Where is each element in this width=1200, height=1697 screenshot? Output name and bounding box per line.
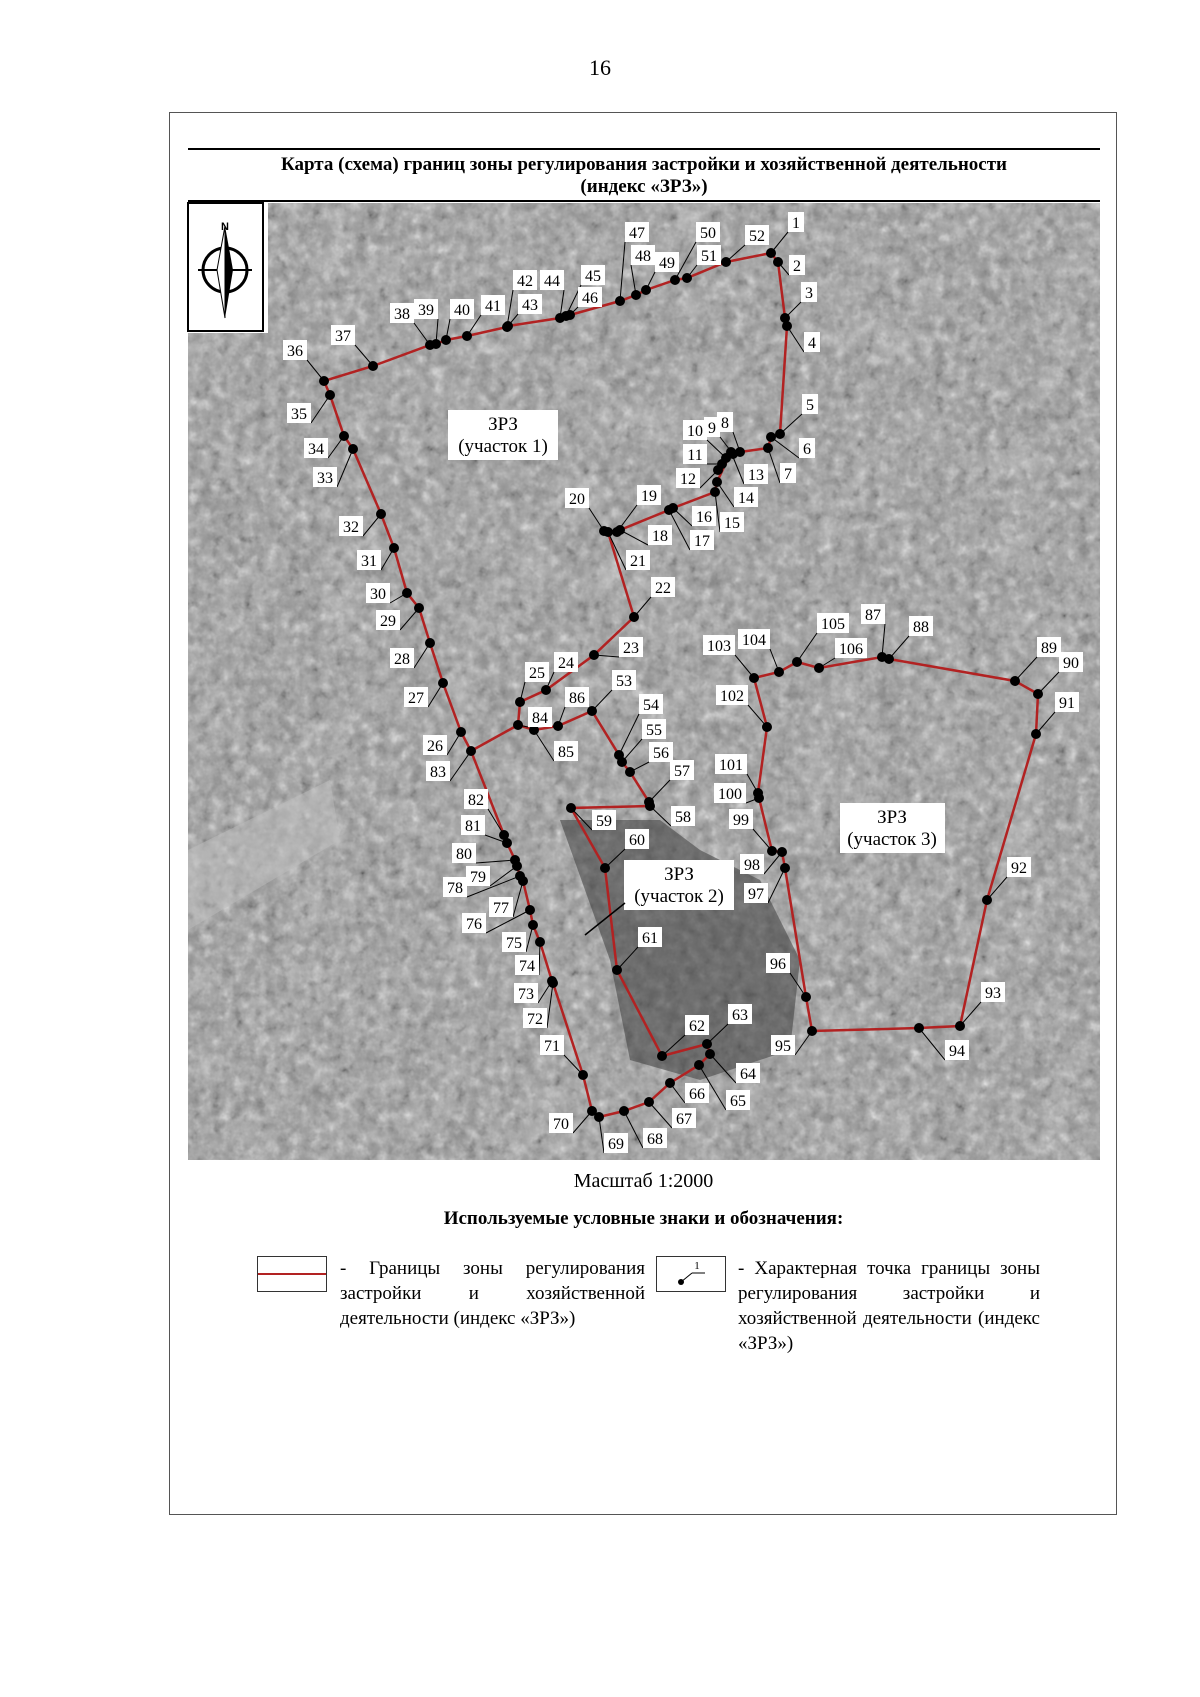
boundary-point-17: [664, 505, 674, 515]
point-label-8: 8: [721, 415, 729, 432]
point-label-1: 1: [792, 215, 800, 232]
boundary-point-34: [339, 431, 349, 441]
point-label-92: 92: [1011, 860, 1027, 877]
point-label-88: 88: [913, 619, 929, 636]
boundary-point-74: [535, 937, 545, 947]
point-label-100: 100: [718, 786, 742, 803]
boundary-point-97: [780, 863, 790, 873]
legend-point-symbol: [656, 1256, 726, 1292]
boundary-point-21: [603, 527, 613, 537]
point-label-77: 77: [493, 900, 509, 917]
boundary-point-12: [713, 465, 723, 475]
boundary-point-29: [414, 603, 424, 613]
point-label-64: 64: [740, 1066, 756, 1083]
boundary-point-7: [763, 443, 773, 453]
boundary-point-26: [456, 727, 466, 737]
boundary-point-70: [587, 1106, 597, 1116]
point-label-43: 43: [522, 297, 538, 314]
boundary-point-82: [499, 830, 509, 840]
boundary-point-78: [515, 871, 525, 881]
boundary-point-96: [801, 992, 811, 1002]
point-label-57: 57: [674, 763, 690, 780]
scale-label: Масштаб 1:2000: [573, 1170, 714, 1192]
point-label-56: 56: [653, 745, 669, 762]
point-label-106: 106: [839, 641, 863, 658]
point-label-4: 4: [808, 335, 816, 352]
boundary-point-76: [525, 905, 535, 915]
point-label-75: 75: [506, 935, 522, 952]
point-label-71: 71: [544, 1038, 560, 1055]
boundary-point-91: [1031, 729, 1041, 739]
boundary-point-104: [774, 667, 784, 677]
boundary-point-48: [631, 290, 641, 300]
point-label-16: 16: [696, 509, 712, 526]
point-label-89: 89: [1041, 640, 1057, 657]
point-label-2: 2: [793, 258, 801, 275]
point-label-11: 11: [687, 447, 703, 464]
boundary-point-14: [712, 477, 722, 487]
point-label-22: 22: [655, 580, 671, 597]
boundary-point-22: [629, 612, 639, 622]
boundary-point-13: [726, 447, 736, 457]
point-label-80: 80: [456, 846, 472, 863]
boundary-point-15: [710, 487, 720, 497]
point-label-66: 66: [689, 1086, 705, 1103]
boundary-point-52: [721, 257, 731, 267]
boundary-point-86: [553, 721, 563, 731]
point-label-42: 42: [517, 273, 533, 290]
boundary-point-28: [425, 638, 435, 648]
legend-heading: Используемые условные знаки и обозначения:: [443, 1208, 844, 1229]
point-label-99: 99: [733, 812, 749, 829]
point-label-24: 24: [558, 655, 574, 672]
point-label-78: 78: [447, 880, 463, 897]
point-label-14: 14: [738, 490, 754, 507]
boundary-point-65: [694, 1060, 704, 1070]
point-label-46: 46: [582, 290, 598, 307]
boundary-point-23: [589, 650, 599, 660]
boundary-point-62: [657, 1051, 667, 1061]
boundary-point-94: [914, 1023, 924, 1033]
point-label-103: 103: [707, 638, 731, 655]
point-label-39: 39: [418, 302, 434, 319]
point-label-32: 32: [343, 519, 359, 536]
boundary-point-73: [547, 976, 557, 986]
boundary-point-33: [348, 444, 358, 454]
point-label-44: 44: [544, 273, 560, 290]
point-label-72: 72: [527, 1011, 543, 1028]
boundary-point-50: [670, 275, 680, 285]
point-label-73: 73: [518, 986, 534, 1003]
point-label-7: 7: [784, 466, 792, 483]
point-label-30: 30: [370, 586, 386, 603]
boundary-point-53: [587, 706, 597, 716]
point-label-58: 58: [675, 809, 691, 826]
point-label-62: 62: [689, 1018, 705, 1035]
boundary-point-56: [625, 767, 635, 777]
point-label-63: 63: [732, 1007, 748, 1024]
boundary-point-39: [431, 339, 441, 349]
point-label-50: 50: [700, 225, 716, 242]
point-label-26: 26: [427, 738, 443, 755]
point-label-34: 34: [308, 441, 324, 458]
boundary-point-92: [982, 895, 992, 905]
boundary-point-41: [462, 331, 472, 341]
point-label-41: 41: [485, 298, 501, 315]
point-label-13: 13: [748, 467, 764, 484]
boundary-point-105: [792, 657, 802, 667]
point-label-93: 93: [985, 985, 1001, 1002]
point-label-10: 10: [687, 423, 703, 440]
zone-2-sub: (участок 2): [634, 886, 724, 907]
boundary-point-43: [503, 321, 513, 331]
legend-red-line: [258, 1273, 326, 1275]
zone-3-name: ЗРЗ: [877, 807, 907, 828]
point-label-52: 52: [749, 228, 765, 245]
boundary-point-40: [441, 335, 451, 345]
point-label-102: 102: [720, 688, 744, 705]
boundary-point-66: [665, 1078, 675, 1088]
boundary-point-49: [641, 285, 651, 295]
boundary-point-98: [777, 847, 787, 857]
point-label-96: 96: [770, 956, 786, 973]
map-title-line1: Карта (схема) границ зоны регулирования застройки и хозяйственной деятельности: [280, 154, 1008, 175]
point-label-65: 65: [730, 1093, 746, 1110]
point-label-87: 87: [865, 607, 881, 624]
point-label-36: 36: [287, 343, 303, 360]
point-label-81: 81: [465, 818, 481, 835]
boundary-point-24: [541, 685, 551, 695]
boundary-point-93: [955, 1021, 965, 1031]
point-label-105: 105: [821, 616, 845, 633]
point-label-68: 68: [647, 1131, 663, 1148]
zone-3-sub: (участок 3): [847, 829, 937, 850]
point-label-5: 5: [806, 397, 814, 414]
point-label-90: 90: [1063, 655, 1079, 672]
boundary-point-90: [1033, 689, 1043, 699]
point-label-97: 97: [748, 886, 764, 903]
boundary-point-31: [389, 543, 399, 553]
point-label-85: 85: [558, 744, 574, 761]
map-title-line2: (индекс «ЗРЗ»): [580, 176, 708, 197]
boundary-point-80: [510, 855, 520, 865]
boundary-point-46: [565, 310, 575, 320]
point-label-74: 74: [519, 958, 535, 975]
point-label-49: 49: [659, 255, 675, 272]
boundary-point-101: [753, 788, 763, 798]
point-label-40: 40: [454, 302, 470, 319]
boundary-point-35: [325, 390, 335, 400]
boundary-point-102: [762, 722, 772, 732]
point-label-48: 48: [635, 248, 651, 265]
point-label-45: 45: [585, 268, 601, 285]
boundary-point-64: [705, 1049, 715, 1059]
boundary-point-67: [644, 1097, 654, 1107]
point-label-86: 86: [569, 690, 585, 707]
boundary-point-19: [612, 527, 622, 537]
point-label-17: 17: [694, 533, 710, 550]
boundary-point-58: [645, 801, 655, 811]
boundary-point-1: [766, 248, 776, 258]
point-label-47: 47: [629, 225, 645, 242]
boundary-point-25: [515, 697, 525, 707]
point-label-27: 27: [408, 690, 424, 707]
north-arrow-icon: [188, 203, 263, 331]
boundary-point-88: [884, 654, 894, 664]
point-label-33: 33: [317, 470, 333, 487]
point-label-9: 9: [708, 420, 716, 437]
boundary-point-75: [528, 920, 538, 930]
boundary-point-83: [466, 746, 476, 756]
zone-1-sub: (участок 1): [458, 436, 548, 457]
legend-boundary-text: - Границы зоны регулирования застройки и хозяйственной деятельности (индекс «ЗРЗ»): [340, 1258, 645, 1329]
boundary-point-59: [566, 803, 576, 813]
page-number: 16: [589, 55, 611, 80]
point-label-59: 59: [596, 813, 612, 830]
point-label-21: 21: [630, 553, 646, 570]
point-label-38: 38: [394, 306, 410, 323]
point-label-23: 23: [623, 640, 639, 657]
point-label-18: 18: [652, 528, 668, 545]
legend-boundary-symbol: [257, 1256, 327, 1292]
point-label-70: 70: [553, 1116, 569, 1133]
point-label-53: 53: [616, 673, 632, 690]
point-label-82: 82: [468, 792, 484, 809]
point-label-91: 91: [1059, 695, 1075, 712]
boundary-point-63: [702, 1039, 712, 1049]
point-label-37: 37: [335, 328, 351, 345]
boundary-point-30: [402, 588, 412, 598]
point-label-61: 61: [642, 930, 658, 947]
boundary-point-89: [1010, 676, 1020, 686]
boundary-point-84: [513, 720, 523, 730]
boundary-point-27: [438, 678, 448, 688]
point-label-15: 15: [724, 515, 740, 532]
point-label-29: 29: [380, 613, 396, 630]
point-label-69: 69: [608, 1136, 624, 1153]
svg-text:N: N: [221, 221, 229, 233]
boundary-point-99: [767, 846, 777, 856]
point-label-19: 19: [641, 488, 657, 505]
point-label-3: 3: [805, 285, 813, 302]
point-label-95: 95: [775, 1038, 791, 1055]
zone-label-3: [840, 803, 945, 853]
boundary-point-68: [619, 1106, 629, 1116]
boundary-point-106: [814, 663, 824, 673]
point-label-101: 101: [719, 757, 743, 774]
zone-1-name: ЗРЗ: [488, 414, 518, 435]
boundary-point-55: [617, 757, 627, 767]
boundary-point-32: [376, 509, 386, 519]
boundary-point-60: [600, 863, 610, 873]
point-label-79: 79: [470, 869, 486, 886]
boundary-point-36: [319, 376, 329, 386]
point-label-6: 6: [803, 441, 811, 458]
point-label-94: 94: [949, 1043, 965, 1060]
boundary-point-37: [368, 361, 378, 371]
boundary-point-95: [807, 1026, 817, 1036]
boundary-point-51: [682, 273, 692, 283]
point-label-31: 31: [361, 553, 377, 570]
boundary-point-2: [773, 257, 783, 267]
legend-point-sample-label: 1: [694, 1260, 700, 1272]
boundary-point-61: [612, 965, 622, 975]
boundary-point-103: [749, 673, 759, 683]
point-label-55: 55: [646, 722, 662, 739]
point-label-104: 104: [742, 632, 766, 649]
boundary-point-5: [775, 429, 785, 439]
point-label-12: 12: [680, 471, 696, 488]
zone-2-name: ЗРЗ: [664, 864, 694, 885]
boundary-point-71: [578, 1070, 588, 1080]
point-label-60: 60: [629, 832, 645, 849]
legend-point-text: - Характерная точка границы зоны регулирования застройки и хозяйственной деятельности (индекс «ЗРЗ»): [738, 1258, 1040, 1354]
point-label-83: 83: [430, 764, 446, 781]
point-label-98: 98: [744, 857, 760, 874]
boundary-point-6: [766, 432, 776, 442]
boundary-point-4: [782, 321, 792, 331]
point-label-25: 25: [529, 665, 545, 682]
point-label-76: 76: [466, 916, 482, 933]
point-symbol-icon: [657, 1257, 727, 1293]
point-label-84: 84: [532, 710, 548, 727]
point-label-67: 67: [676, 1111, 692, 1128]
point-label-51: 51: [701, 248, 717, 265]
point-label-28: 28: [394, 651, 410, 668]
point-label-35: 35: [291, 406, 307, 423]
zone-label-1: [448, 410, 558, 460]
boundary-point-47: [615, 296, 625, 306]
zone-label-2: [624, 860, 734, 910]
point-label-54: 54: [643, 697, 659, 714]
point-label-20: 20: [569, 491, 585, 508]
